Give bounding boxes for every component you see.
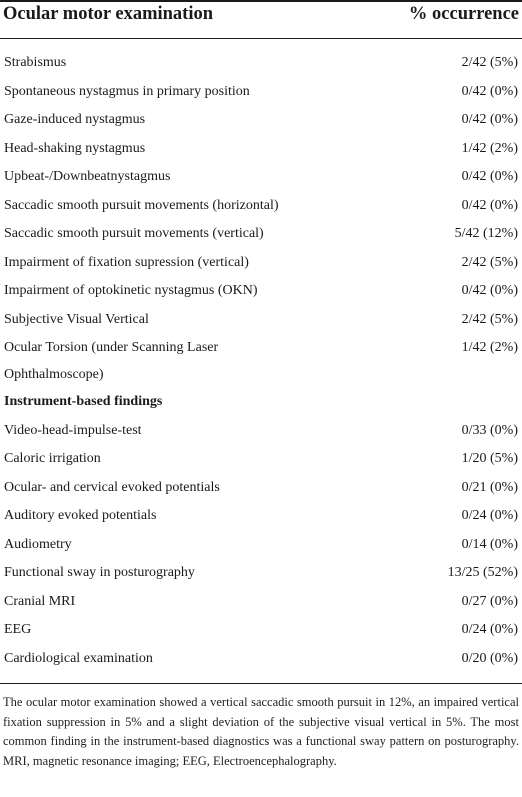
row-label: Upbeat-/Downbeatnystagmus: [4, 169, 171, 184]
table-header-rule: [0, 38, 522, 39]
row-label: Impairment of optokinetic nystagmus (OKN): [4, 283, 258, 298]
row-label: Auditory evoked potentials: [4, 508, 157, 523]
row-label: Functional sway in posturography: [4, 565, 195, 580]
column-header-examination: Ocular motor examination: [3, 4, 213, 24]
row-value: 0/42 (0%): [461, 169, 518, 184]
row-label: Video-head-impulse-test: [4, 422, 142, 438]
row-label: Subjective Visual Vertical: [4, 311, 149, 327]
table-row: [0, 588, 522, 617]
row-value: 1/20 (5%): [461, 451, 518, 466]
row-value: 2/42 (5%): [461, 254, 518, 270]
column-header-occurrence: % occurrence: [408, 4, 519, 24]
table-row: [0, 277, 522, 306]
row-label: EEG: [4, 622, 32, 637]
table-row: [0, 106, 522, 135]
table-row: [0, 220, 522, 249]
row-label: Ocular Torsion (under Scanning Laser Ophthalmoscope): [4, 340, 219, 382]
row-value: 0/20 (0%): [461, 650, 518, 666]
table-row: [0, 49, 522, 78]
section-header: [0, 388, 522, 417]
row-value: 0/33 (0%): [461, 422, 518, 438]
row-value: 2/42 (5%): [461, 311, 518, 327]
row-value: 0/24 (0%): [461, 508, 518, 523]
table-row: [0, 445, 522, 474]
table-header: [0, 2, 522, 36]
table-body: [0, 49, 522, 673]
table-row: [0, 135, 522, 164]
row-value: 13/25 (52%): [447, 565, 518, 580]
row-value: 0/14 (0%): [461, 536, 518, 552]
table-row: [0, 334, 522, 388]
row-label: Strabismus: [4, 55, 67, 70]
row-value: 0/21 (0%): [461, 479, 518, 495]
row-value: 1/42 (2%): [461, 140, 518, 156]
row-value: 0/42 (0%): [461, 197, 518, 213]
row-label: Head-shaking nystagmus: [4, 140, 146, 156]
row-value: 0/42 (0%): [461, 283, 518, 298]
table-row: [0, 163, 522, 192]
table-row: [0, 249, 522, 278]
table-footnote: The ocular motor examination showed a vertical saccadic smooth pursuit in 12%, an impaired vertical fixation suppression in 5% and a slight deviation of the subjective visual vertical in 5%. The most common finding in the instrument-based diagnostics was a functional sway pattern on posturography. MRI, magnetic resonance imaging; EEG, Electroencephalography.: [3, 695, 519, 768]
row-label: Cranial MRI: [4, 593, 76, 609]
table-row: [0, 531, 522, 560]
table-row: [0, 474, 522, 503]
row-label: Impairment of fixation supression (vertical): [4, 254, 249, 270]
row-value: 2/42 (5%): [461, 55, 518, 70]
row-label: Saccadic smooth pursuit movements (vertical): [4, 226, 264, 241]
table-row: [0, 616, 522, 645]
row-label: Audiometry: [4, 536, 72, 552]
row-value: 0/42 (0%): [461, 83, 518, 99]
row-label: Spontaneous nystagmus in primary position: [4, 83, 250, 99]
table-bottom-rule: [0, 683, 522, 684]
table-row: [0, 645, 522, 674]
row-value: 5/42 (12%): [454, 226, 518, 241]
table-row: [0, 306, 522, 335]
row-value: 0/24 (0%): [461, 622, 518, 637]
table-row: [0, 502, 522, 531]
row-label: Cardiological examination: [4, 650, 153, 666]
row-value: 0/27 (0%): [461, 593, 518, 609]
row-label: Saccadic smooth pursuit movements (horizontal): [4, 197, 279, 213]
table-row: [0, 192, 522, 221]
table-row: [0, 417, 522, 446]
row-label: Ocular- and cervical evoked potentials: [4, 479, 220, 495]
table-row: [0, 78, 522, 107]
table-row: [0, 559, 522, 588]
row-value: 1/42 (2%): [461, 340, 518, 355]
section-title: Instrument-based findings: [4, 394, 163, 409]
row-value: 0/42 (0%): [461, 112, 518, 127]
row-label: Gaze-induced nystagmus: [4, 112, 146, 127]
row-label: Caloric irrigation: [4, 451, 101, 466]
